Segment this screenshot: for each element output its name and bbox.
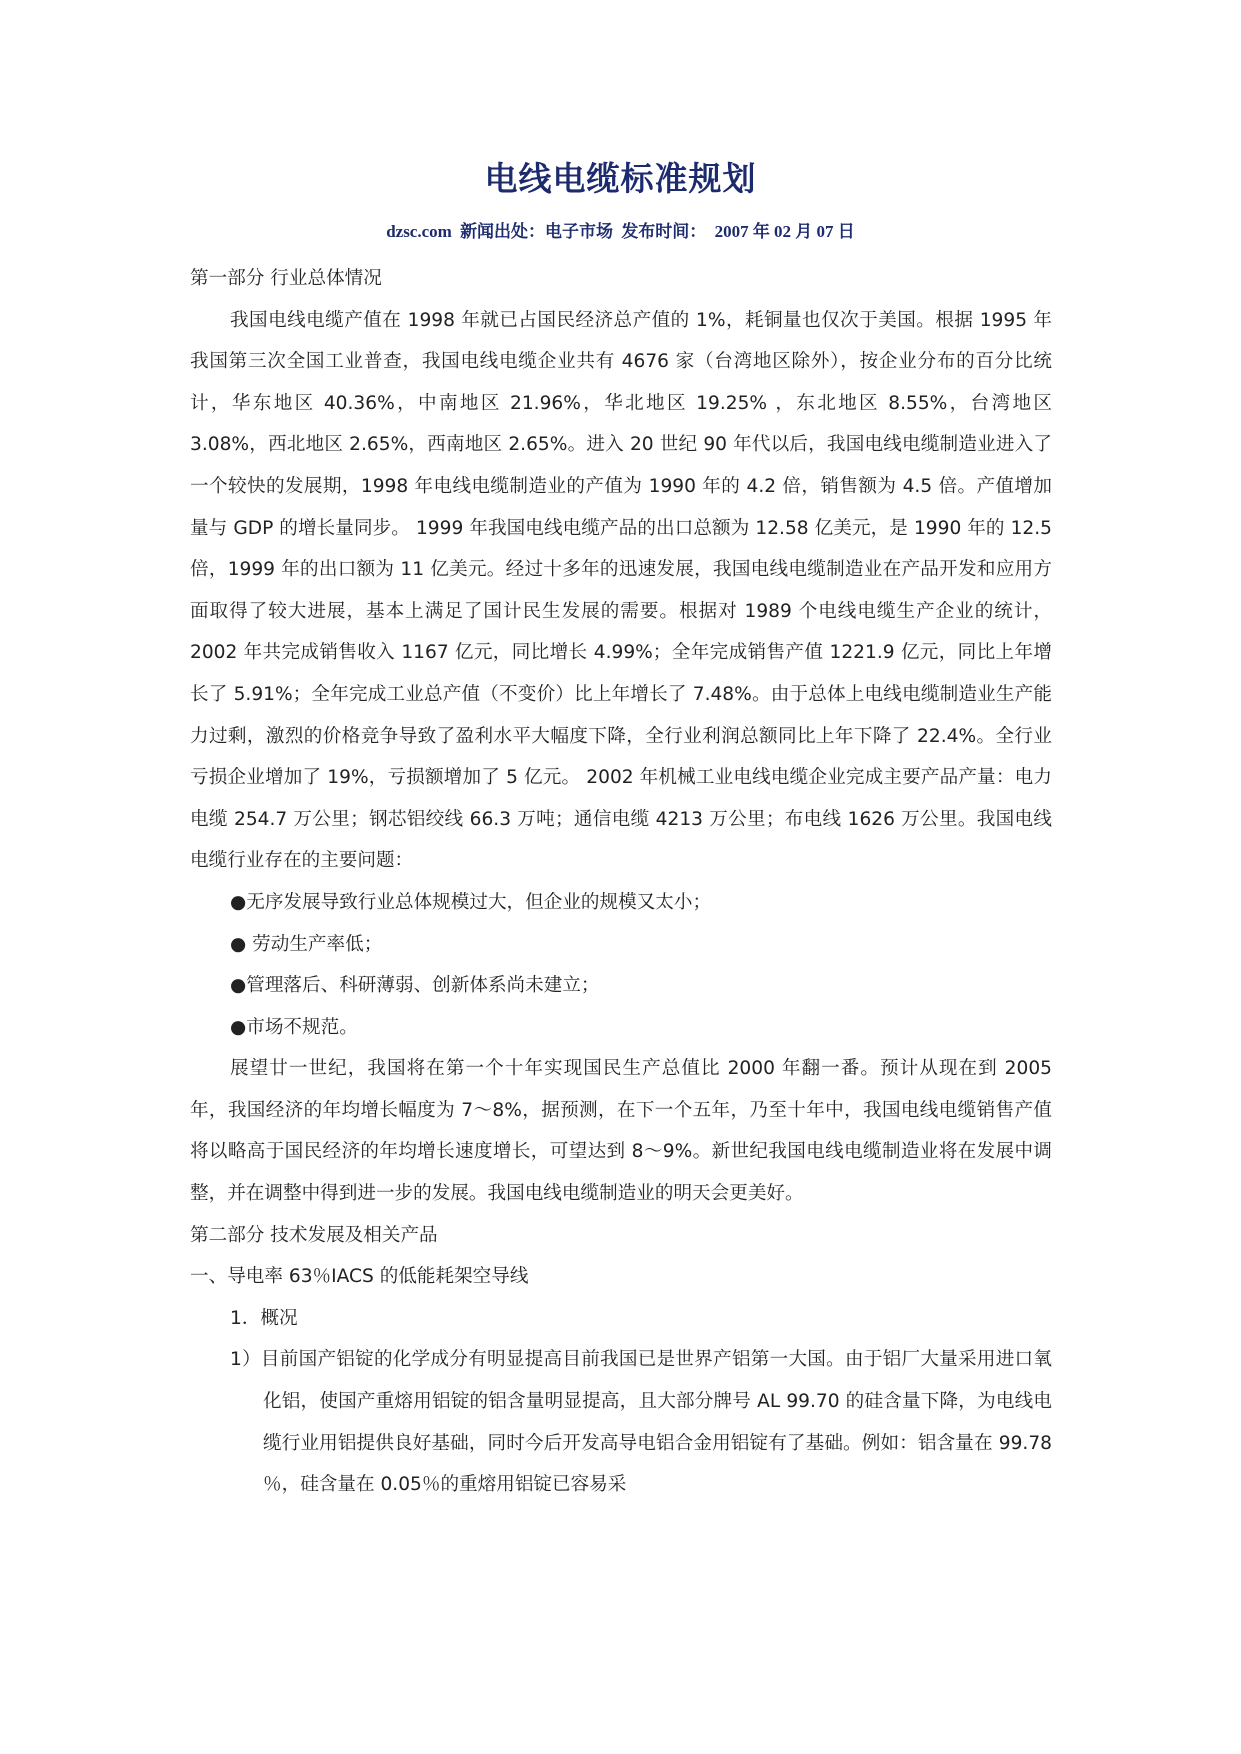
outlook-paragraph: 展望廿一世纪，我国将在第一个十年实现国民生产总值比 2000 年翻一番。预计从现在到 2005 年，我国经济的年均增长幅度为 7～8%，据预测，在下一个五年，乃至十年中，我国电线电缆销售产值将以略高于国民经济的年均增长速度增长，可望达到 8～9%。新世纪我国电线电缆制造业将在发展中调整，并在调整中得到进一步的发展。我国电线电缆制造业的明天会更美好。 <box>190 1058 1052 1205</box>
problem-item: ●管理落后、科研薄弱、创新体系尚未建立； <box>230 975 600 997</box>
document-body <box>190 258 1052 1506</box>
document-title: 电线电缆标准规划 <box>484 159 757 198</box>
byline-published-label: 发布时间： <box>621 222 707 241</box>
problem-item: ● 劳动生产率低； <box>230 933 383 955</box>
item1-text: 1）目前国产铝锭的化学成分有明显提高目前我国已是世界产铝第一大国。由于铝厂大量采用进口氧化铝，使国产重熔用铝锭的铝含量明显提高，且大部分牌号 AL 99.70 的硅含量下降，为电线电缆行业用铝提供良好基础，同时今后开发高导电铝合金用铝锭有了基础。例如：铝含量在 99.78 ％，硅含量在 0.05％的重熔用铝锭已容易采 <box>230 1349 1052 1496</box>
byline-source: 新闻出处：电子市场 <box>460 222 614 241</box>
part1-heading: 第一部分 行业总体情况 <box>190 268 382 289</box>
problem-item: ●市场不规范。 <box>230 1016 358 1038</box>
byline-published-date: 2007 年 02 月 07 日 <box>714 222 855 241</box>
byline-site: dzsc.com <box>386 222 452 241</box>
subsection1-heading: 1．概况 <box>230 1307 298 1329</box>
section1-heading: 一、导电率 63％IACS 的低能耗架空导线 <box>190 1266 529 1288</box>
problem-item: ●无序发展导致行业总体规模过大，但企业的规模又太小； <box>230 891 712 913</box>
byline <box>0 219 1241 245</box>
part1-paragraph: 我国电线电缆产值在 1998 年就已占国民经济总产值的 1%，耗铜量也仅次于美国。根据 1995 年我国第三次全国工业普查，我国电线电缆企业共有 4676 家（台湾地区除外），按企业分布的百分比统计，华东地区 40.36%，中南地区 21.96%，华北地区 19.25% ，东北地区 8.55%，台湾地区 3.08%，西北地区 2.65%，西南地区 2.65%。进入 20 世纪 90 年代以后，我国电线电缆制造业进入了一个较快的发展期，1998 年电线电缆制造业的产值为 1990 年的 4.2 倍，销售额为 4.5 倍。产值增加量与 GDP 的增长量同步。 1999 年我国电线电缆产品的出口总额为 12.58 亿美元，是 1990 年的 12.5 倍，1999 年的出口额为 11 亿美元。经过十多年的迅速发展，我国电线电缆制造业在产品开发和应用方面取得了较大进展，基本上满足了国计民生发展的需要。根据对 1989 个电线电缆生产企业的统计，2002 年共完成销售收入 1167 亿元，同比增长 4.99%；全年完成销售产值 1221.9 亿元，同比上年增长了 5.91%；全年完成工业总产值（不变价）比上年增长了 7.48%。由于总体上电线电缆制造业生产能力过剩，激烈的价格竞争导致了盈利水平大幅度下降，全行业利润总额同比上年下降了 22.4%。全行业亏损企业增加了 19%，亏损额增加了 5 亿元。 2002 年机械工业电线电缆企业完成主要产品产量：电力电缆 254.7 万公里；钢芯铝绞线 66.3 万吨；通信电缆 4213 万公里；布电线 1626 万公里。我国电线电缆行业存在的主要问题： <box>190 309 1052 872</box>
part2-heading: 第二部分 技术发展及相关产品 <box>190 1224 438 1246</box>
